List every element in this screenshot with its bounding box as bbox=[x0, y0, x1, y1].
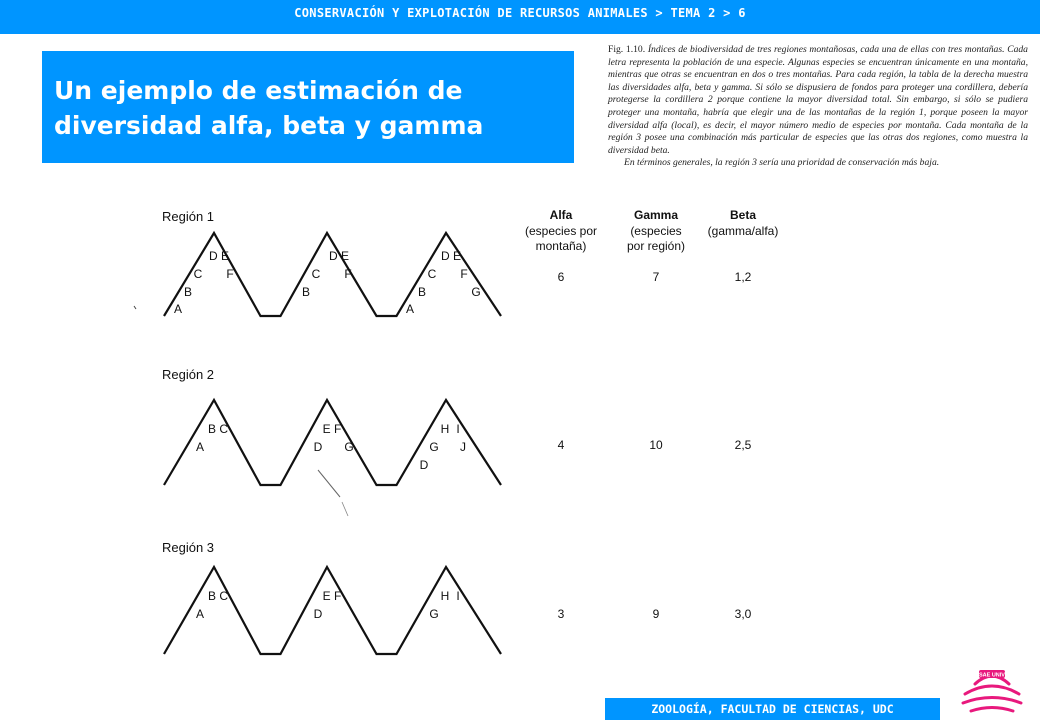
species-label: D bbox=[313, 607, 323, 621]
species-label: I bbox=[456, 422, 460, 436]
species-label: F bbox=[226, 267, 234, 281]
footer-bar bbox=[605, 698, 940, 720]
species-label: I bbox=[456, 589, 460, 603]
species-label: A bbox=[405, 302, 415, 316]
udc-logo-icon bbox=[957, 662, 1027, 717]
species-label: B C bbox=[207, 422, 229, 436]
species-label: C bbox=[193, 267, 203, 281]
species-label: A bbox=[195, 440, 205, 454]
header-alfa-sub2: montaña) bbox=[535, 239, 587, 253]
region-2 bbox=[162, 367, 752, 485]
species-label: B bbox=[301, 285, 311, 299]
scan-artifact bbox=[342, 502, 348, 516]
scan-artifact bbox=[134, 306, 136, 309]
species-label: D E bbox=[208, 249, 230, 263]
species-label: B bbox=[417, 285, 427, 299]
table-headers bbox=[525, 208, 778, 253]
header-alfa-sub1: (especies por bbox=[524, 224, 598, 238]
beta-value: 2,5 bbox=[734, 438, 752, 452]
caption-conclusion: En términos generales, la región 3 sería una prioridad de conservación más baja. bbox=[624, 157, 940, 169]
species-label: A bbox=[195, 607, 205, 621]
breadcrumb: CONSERVACIÓN Y EXPLOTACIÓN DE RECURSOS ANIMALES > TEMA 2 > 6 bbox=[294, 6, 746, 20]
species-label: A bbox=[173, 302, 183, 316]
species-label: E F bbox=[322, 589, 342, 603]
header-gamma: Gamma bbox=[633, 208, 679, 222]
species-label: C bbox=[311, 267, 321, 281]
species-label: G bbox=[471, 285, 481, 299]
header-gamma-sub1: (especies bbox=[630, 224, 682, 238]
region-label: Región 2 bbox=[162, 367, 215, 382]
species-label: D E bbox=[328, 249, 350, 263]
figure-label: Fig. 1.10. bbox=[608, 44, 646, 55]
mountain-ridge bbox=[164, 233, 501, 316]
alfa-value: 3 bbox=[557, 607, 565, 621]
region-label: Región 3 bbox=[162, 540, 215, 555]
header-beta: Beta bbox=[729, 208, 757, 222]
header-gamma-sub2: por región) bbox=[626, 239, 686, 253]
region-3 bbox=[162, 540, 752, 654]
gamma-value: 9 bbox=[652, 607, 660, 621]
species-label: D bbox=[313, 440, 323, 454]
species-label: B bbox=[183, 285, 193, 299]
alfa-value: 4 bbox=[557, 438, 565, 452]
species-label: G bbox=[429, 607, 439, 621]
mountains-layer bbox=[162, 209, 752, 654]
mountain-ridge bbox=[164, 567, 501, 654]
gamma-value: 7 bbox=[652, 270, 660, 284]
footer-text: ZOOLOGÍA, FACULTAD DE CIENCIAS, UDC bbox=[651, 702, 894, 716]
species-label: E F bbox=[322, 422, 342, 436]
species-label: D E bbox=[440, 249, 462, 263]
species-label: C bbox=[427, 267, 437, 281]
mountain-ridge bbox=[164, 400, 501, 485]
species-label: H bbox=[440, 589, 450, 603]
species-label: F bbox=[344, 267, 352, 281]
species-label: H bbox=[440, 422, 450, 436]
species-label: B C bbox=[207, 589, 229, 603]
species-label: D bbox=[419, 458, 429, 472]
species-label: G bbox=[429, 440, 439, 454]
logo-text: SAE UNIV bbox=[979, 672, 1005, 679]
gamma-value: 10 bbox=[649, 438, 663, 452]
beta-value: 3,0 bbox=[734, 607, 752, 621]
scan-artifact bbox=[318, 470, 340, 497]
species-label: F bbox=[460, 267, 468, 281]
beta-value: 1,2 bbox=[734, 270, 752, 284]
slide-title: Un ejemplo de estimación de diversidad alfa, beta y gamma bbox=[54, 76, 484, 140]
species-label: J bbox=[460, 440, 466, 454]
header-beta-sub1: (gamma/alfa) bbox=[707, 224, 779, 238]
alfa-value: 6 bbox=[557, 270, 565, 284]
header-alfa: Alfa bbox=[549, 208, 573, 222]
caption-body: Índices de biodiversidad de tres regiones montañosas, cada una de ellas con tres montañas. Cada letra representa la población de una especie. Algunas especies se encuentran únicamente en una montaña, mientras que otras se encuentran en dos o tres montañas. Para cada región, la tabla de la derecha muestra las diversidades alfa, beta y gamma. Si sólo se dispusiera de fondos para proteger una cordillera, debería protegerse la cordillera 2 porque contiene la mayor diversidad total. Sin embargo, si sólo se pudiera proteger una montaña, habría que elegir una de las montañas de la región 1, porque poseen la mayor diversidad alfa (local), es decir, el mayor número medio de especies por montaña. Cada montaña de la región 3 posee una combinación más particular de especies que las otras dos regiones, como muestra la diversidad beta. bbox=[608, 44, 1028, 156]
species-label: G bbox=[344, 440, 354, 454]
region-label: Región 1 bbox=[162, 209, 215, 224]
